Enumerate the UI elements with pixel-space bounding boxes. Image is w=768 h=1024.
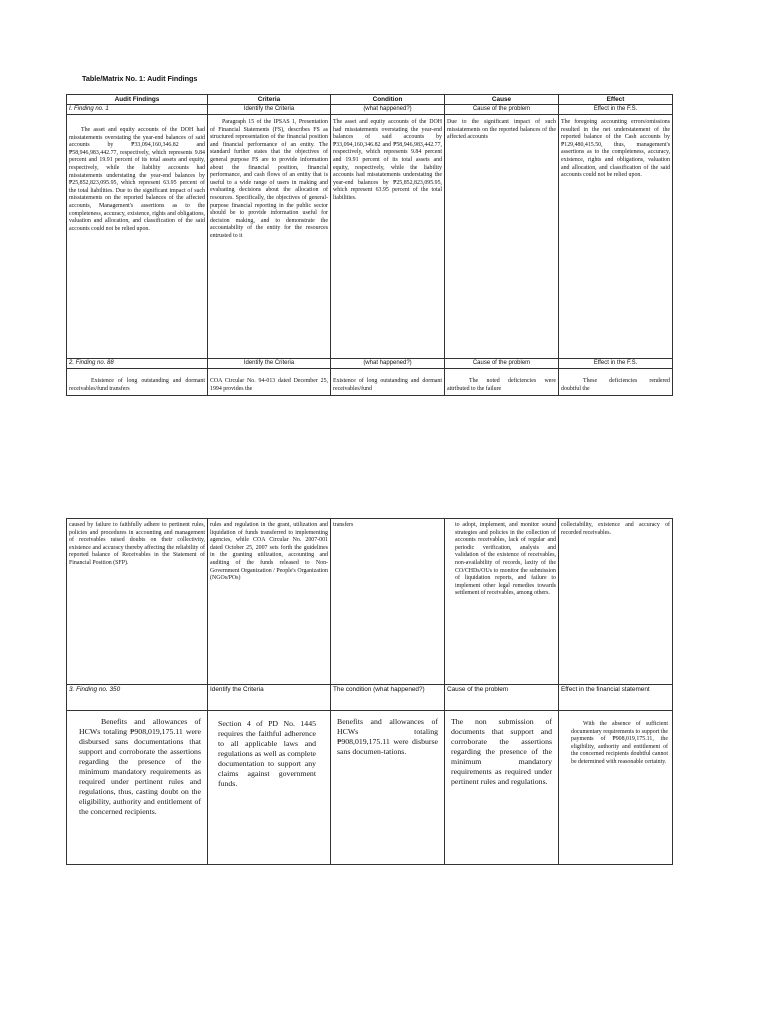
audit-findings-table-part1 xyxy=(66,94,673,396)
header-effect: Effect xyxy=(559,95,673,105)
finding-3-condition: Benefits and allowances of HCWs totaling ₱908,019,175.11 were disburse sans documen-tations. xyxy=(331,711,445,865)
finding-1-body-row xyxy=(67,115,673,359)
finding-1-effect: The foregoing accounting errors/omissions resulted in the net understatement of the reported balance of the Cash accounts by ₱129,480,415.50, thus, management's assertions as to the completeness, accuracy, existence, rights and obligations, valuation and allocation, and classification of the said accounts could not be relied upon. xyxy=(559,115,673,359)
finding-3-cause: The non submission of documents that support and corroborate the assertions regarding the presence of the minimum mandatory requirements as required under pertinent rules and regulations. xyxy=(445,711,559,865)
finding-1-condition: The asset and equity accounts of the DOH had misstatements overstating the year-end balances of said accounts by ₱33,094,160,346.82 and ₱58,946,983,442.77, respectively, which represents 9.84 percent and 19.91 percent of its total assets and equity, respectively, while the liability accounts had misstatements understating the year-end balances by ₱25,852,823,095.95, which represent 63.95 percent of the total liabilities. xyxy=(331,115,445,359)
finding-3-label: 3. Finding no. 350 xyxy=(67,685,208,711)
finding-2-condition-start: Existence of long outstanding and dormant receivables/fund xyxy=(331,369,445,396)
finding-2-criteria-cont: rules and regulation in the grant, utilization and liquidation of funds transferred to implementing agencies, while COA Circular No. 2007-001 dated October 25, 2007 sets forth the guidelines in the granting utilization, accounting and auditing of the funds released to Non- Government Organization / People's Organization (NGOs/POs) xyxy=(208,519,331,685)
finding-2-effect-start: These deficiencies rendered doubtful the xyxy=(559,369,673,396)
finding-2-body-row-top xyxy=(67,369,673,396)
finding-3-cause-label: Cause of the problem xyxy=(445,685,559,711)
finding-2-cause-start: The noted deficiencies were attributed to the failure xyxy=(445,369,559,396)
table-title: Table/Matrix No. 1: Audit Findings xyxy=(82,74,198,83)
header-criteria: Criteria xyxy=(208,95,331,105)
header-cause: Cause xyxy=(445,95,559,105)
finding-3-label-row xyxy=(67,685,673,711)
finding-1-audit-finding: The asset and equity accounts of the DOH had misstatements overstating the year-end balances of said accounts by ₱33,094,160,346.82 and ₱58,946,983,442.77, respectively, which represents 9.84 percent and 19.91 percent of its total assets and equity, respectively, while the liability accounts had misstatements understating the year-end balances by ₱25,852,823,095.95, which represent 63.95 percent of the total liabilities. Due to the significant impact of such misstatements on the reported balances of the affected accounts, Management's assertions as to the completeness, accuracy, existence, rights and obligations, valuation and allocation, and classification of the said accounts could not be relied upon. xyxy=(67,115,208,359)
finding-2-criteria-start: COA Circular No. 94-013 dated December 25, 1994 provides the xyxy=(208,369,331,396)
header-condition: Condition xyxy=(331,95,445,105)
finding-2-criteria-label: Identify the Criteria xyxy=(208,359,331,369)
finding-2-cause-label: Cause of the problem xyxy=(445,359,559,369)
finding-3-condition-label: The condition (what happened?) xyxy=(331,685,445,711)
finding-1-label: I. Finding no. 1 xyxy=(67,105,208,115)
finding-2-effect-label: Effect in the F.S. xyxy=(559,359,673,369)
finding-1-cause: Due to the significant impact of such misstatements on the reported balances of the affected accounts xyxy=(445,115,559,359)
finding-3-criteria-label: Identify the Criteria xyxy=(208,685,331,711)
finding-1-cause-label: Cause of the problem xyxy=(445,105,559,115)
finding-1-criteria-label: Identify the Criteria xyxy=(208,105,331,115)
finding-2-label: 2. Finding no. 88 xyxy=(67,359,208,369)
table-header-row xyxy=(67,95,673,105)
finding-2-audit-finding-start: Existence of long outstanding and dormant receivables/fund transfers xyxy=(67,369,208,396)
finding-3-body-row xyxy=(67,711,673,865)
finding-2-condition-label: (what happened?) xyxy=(331,359,445,369)
finding-1-label-row xyxy=(67,105,673,115)
finding-3-effect: With the absence of sufficient documentary requirements to support the payments of ₱908,019,175.11, the eligibility, authority and entitlement of the concerned recipients doubtful cannot be determined with reasonable certainty. xyxy=(559,711,673,865)
audit-findings-table-part2 xyxy=(66,518,673,865)
finding-2-cause-cont: to adopt, implement, and monitor sound strategies and policies in the collection of accounts receivables, lack of regular and periodic verification, analysis and validation of the existence of receivables, non-availability of records, laxity of the CO/CHDs/OUs to monitor the submission of liquidation reports, and failure to implement other legal remedies towards settlement of receivables, among others. xyxy=(445,519,559,685)
finding-3-audit-finding: Benefits and allowances of HCWs totaling ₱908,019,175.11 were disbursed sans documentations that support and corroborate the assertions regarding the presence of the minimum mandatory requirements as required under pertinent rules and regulations, thus, casting doubt on the eligibility, authority and entitlement of the concerned recipients. xyxy=(67,711,208,865)
finding-2-condition-cont: transfers xyxy=(331,519,445,685)
header-audit-findings: Audit Findings xyxy=(67,95,208,105)
finding-3-effect-label: Effect in the financial statement xyxy=(559,685,673,711)
finding-1-effect-label: Effect in the F.S. xyxy=(559,105,673,115)
finding-2-body-row-cont xyxy=(67,519,673,685)
finding-1-condition-label: (what happened?) xyxy=(331,105,445,115)
finding-2-audit-finding-cont: caused by failure to faithfully adhere to pertinent rules, policies and procedures in accounting and management of receivables raised doubts on their collectivity, existence and accuracy thereby affecting the reliability of reported balance of Receivables in the Statement of Financial Position (SFP). xyxy=(67,519,208,685)
finding-2-label-row xyxy=(67,359,673,369)
finding-2-effect-cont: collectability, existence and accuracy of recorded receivables. xyxy=(559,519,673,685)
finding-3-criteria: Section 4 of PD No. 1445 requires the faithful adherence to all applicable laws and regulations as well as complete documentation to support any claims against government funds. xyxy=(208,711,331,865)
finding-1-criteria: Paragraph 15 of the IPSAS 1, Presentation of Financial Statements (FS), describes FS as structured representation of the financial position and financial performance of an entity. The standard further states that the objectives of general purpose FS are to provide information about the financial position, financial performance, and cash flows of an entity that is useful to a wide range of users in making and evaluating decisions about the allocation of resources. Specifically, the objectives of general-purpose financial reporting in the public sector should be to provide information useful for decision making, and to demonstrate the accountability of the entity for the resources entrusted to it xyxy=(208,115,331,359)
